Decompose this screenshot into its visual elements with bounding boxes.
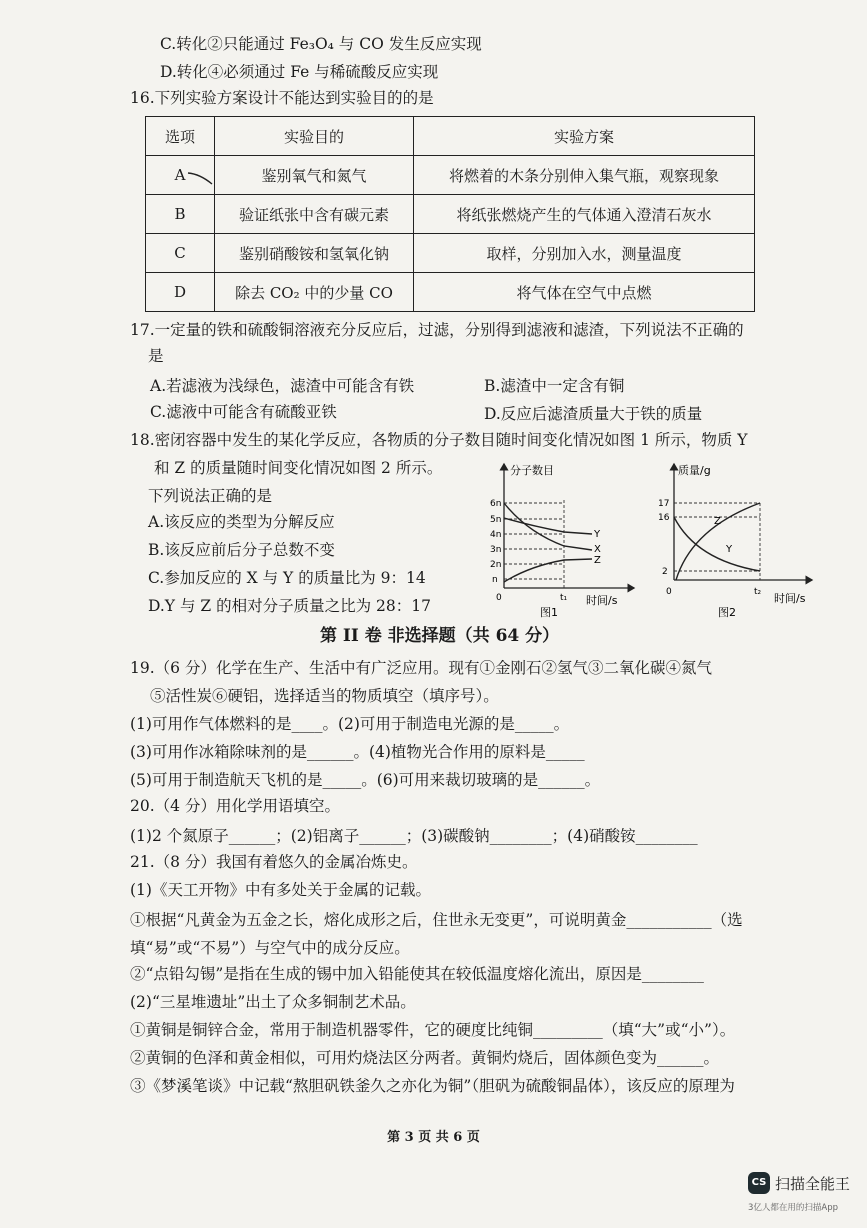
- page-number: 第 3 页 共 6 页: [387, 1130, 480, 1145]
- q16-table: [145, 116, 755, 312]
- q21-part-1b: ②“点铅勾锡”是指在生成的锡中加入铅能使其在较低温度熔化流出，原因是________: [130, 965, 704, 983]
- q18-option-b: B.该反应前后分子总数不变: [148, 541, 335, 559]
- q18-stem-cont: 和 Z 的质量随时间变化情况如图 2 所示。: [154, 459, 443, 477]
- fig2-ylabel: 质量/g: [678, 464, 711, 477]
- q19-line-2: (3)可用作冰箱除味剂的是______。(4)植物光合作用的原料是_____: [130, 743, 585, 761]
- scanner-watermark: [748, 1172, 858, 1222]
- fig1-ytick: 3n: [490, 545, 502, 555]
- table-cell-plan: 将燃着的木条分别伸入集气瓶，观察现象: [414, 156, 755, 195]
- table-cell-plan: 将气体在空气中点燃: [414, 273, 755, 312]
- q21-part-2b: ②黄铜的色泽和黄金相似，可用灼烧法区分两者。黄铜灼烧后，固体颜色变为______。: [130, 1049, 720, 1067]
- fig2-ytick: 17: [658, 499, 670, 509]
- table-cell-goal: 鉴别硝酸铵和氢氧化钠: [215, 234, 414, 273]
- table-row: [146, 234, 755, 273]
- q17-option-b: B.滤渣中一定含有铜: [484, 377, 625, 395]
- fig2-ytick: 16: [658, 513, 670, 523]
- table-cell-option: A: [146, 156, 215, 195]
- table-cell-option: C: [146, 234, 215, 273]
- q17-option-a: A.若滤液为浅绿色，滤渣中可能含有铁: [150, 377, 415, 395]
- q21-part-1a-cont: 填“易”或“不易”）与空气中的成分反应。: [130, 939, 410, 957]
- q16-stem: 16.下列实验方案设计不能达到实验目的的是: [130, 89, 434, 107]
- fig2-series-label: Z: [714, 516, 721, 527]
- fig1-curve-y: [504, 518, 592, 534]
- fig1-curve-z: [504, 559, 592, 582]
- table-row: [146, 156, 755, 195]
- table-row: [146, 195, 755, 234]
- q21-part-1a: ①根据“凡黄金为五金之长，熔化成形之后，住世永无变更”，可说明黄金___________（选: [130, 911, 743, 929]
- fig1-xlabel: 时间/s: [586, 594, 618, 607]
- fig2-xtick: 0: [666, 587, 672, 597]
- fig1-ylabel: 分子数目: [510, 464, 554, 477]
- q20-line-1: (1)2 个氮原子______；(2)铝离子______；(3)碳酸钠________；(4)硝酸铵________: [130, 827, 698, 845]
- fig1-series-label: Z: [594, 555, 601, 566]
- q17-option-c: C.滤液中可能含有硫酸亚铁: [150, 403, 337, 421]
- q18-option-a: A.该反应的类型为分解反应: [148, 513, 335, 531]
- table-cell-goal: 鉴别氧气和氮气: [215, 156, 414, 195]
- fig1-caption: 图1: [540, 606, 558, 619]
- table-cell-plan: 取样，分别加入水，测量温度: [414, 234, 755, 273]
- cs-logo-icon: CS: [748, 1172, 770, 1194]
- fig1-ytick: n: [492, 575, 498, 585]
- table-cell-plan: 将纸张燃烧产生的气体通入澄清石灰水: [414, 195, 755, 234]
- table-cell-goal: 除去 CO₂ 中的少量 CO: [215, 273, 414, 312]
- section-title: 第 II 卷 非选择题（共 64 分）: [320, 626, 560, 646]
- fig1-ytick: 4n: [490, 530, 502, 540]
- fig2-caption: 图2: [718, 606, 736, 619]
- q21-part-2c: ③《梦溪笔谈》中记载“熬胆矾铁釜久之亦化为铜”（胆矾为硫酸铜晶体），该反应的原理为: [130, 1077, 735, 1095]
- table-header-option: 选项: [146, 117, 215, 156]
- scanner-app-name: 扫描全能王: [775, 1175, 851, 1193]
- q18-ask: 下列说法正确的是: [148, 487, 273, 505]
- q17-option-d: D.反应后滤渣质量大于铁的质量: [484, 405, 703, 423]
- fig1-xtick: t₁: [560, 593, 568, 603]
- fig1-series-label: Y: [594, 529, 601, 540]
- table-header-plan: 实验方案: [414, 117, 755, 156]
- q20-stem: 20.（4 分）用化学用语填空。: [130, 797, 340, 815]
- q19-line-3: (5)可用于制造航天飞机的是_____。(6)可用来裁切玻璃的是______。: [130, 771, 601, 789]
- q21-stem: 21.（8 分）我国有着悠久的金属冶炼史。: [130, 853, 418, 871]
- fig2-ytick: 2: [662, 567, 668, 577]
- fig1-ytick: 2n: [490, 560, 502, 570]
- fig1-xtick: 0: [496, 593, 502, 603]
- fig1-curve-x: [504, 503, 592, 550]
- q18-figure-1: [482, 460, 642, 624]
- table-header-row: [146, 117, 755, 156]
- q18-option-d: D.Y 与 Z 的相对分子质量之比为 28：17: [148, 597, 431, 615]
- q19-stem: 19.（6 分）化学在生产、生活中有广泛应用。现有①金刚石②氢气③二氧化碳④氮气: [130, 659, 712, 677]
- fig2-xlabel: 时间/s: [774, 592, 806, 605]
- q17-stem-cont: 是: [148, 347, 164, 365]
- q19-stem-cont: ⑤活性炭⑥硬铝，选择适当的物质填空（填序号）。: [150, 687, 499, 705]
- table-header-goal: 实验目的: [215, 117, 414, 156]
- fig2-series-label: Y: [726, 544, 733, 555]
- q18-stem: 18.密闭容器中发生的某化学反应，各物质的分子数目随时间变化情况如图 1 所示，物质 Y: [130, 431, 748, 449]
- q18-figure-2: [652, 460, 822, 624]
- pen-mark-icon: [186, 170, 216, 188]
- table-cell-option: B: [146, 195, 215, 234]
- table-cell-goal: 验证纸张中含有碳元素: [215, 195, 414, 234]
- fig2-xtick: t₂: [754, 587, 762, 597]
- fig1-ytick: 5n: [490, 515, 502, 525]
- q15-option-c: C.转化②只能通过 Fe₃O₄ 与 CO 发生反应实现: [160, 35, 482, 53]
- q18-option-c: C.参加反应的 X 与 Y 的质量比为 9：14: [148, 569, 426, 587]
- q21-part-1: (1)《天工开物》中有多处关于金属的记载。: [130, 881, 431, 899]
- q21-part-2a: ①黄铜是铜锌合金，常用于制造机器零件，它的硬度比纯铜_________（填“大”或“小”）。: [130, 1021, 736, 1039]
- table-cell-option: D: [146, 273, 215, 312]
- q15-option-d: D.转化④必须通过 Fe 与稀硫酸反应实现: [160, 63, 439, 81]
- q19-line-1: (1)可用作气体燃料的是____。(2)可用于制造电光源的是_____。: [130, 715, 570, 733]
- table-row: [146, 273, 755, 312]
- scanner-app-tagline: 3亿人都在用的扫描App: [748, 1203, 839, 1213]
- q21-part-2: (2)“三星堆遗址”出土了众多铜制艺术品。: [130, 993, 416, 1011]
- fig1-series-label: X: [594, 544, 601, 555]
- q17-stem: 17.一定量的铁和硫酸铜溶液充分反应后，过滤，分别得到滤液和滤渣，下列说法不正确的: [130, 321, 744, 339]
- fig1-ytick: 6n: [490, 499, 502, 509]
